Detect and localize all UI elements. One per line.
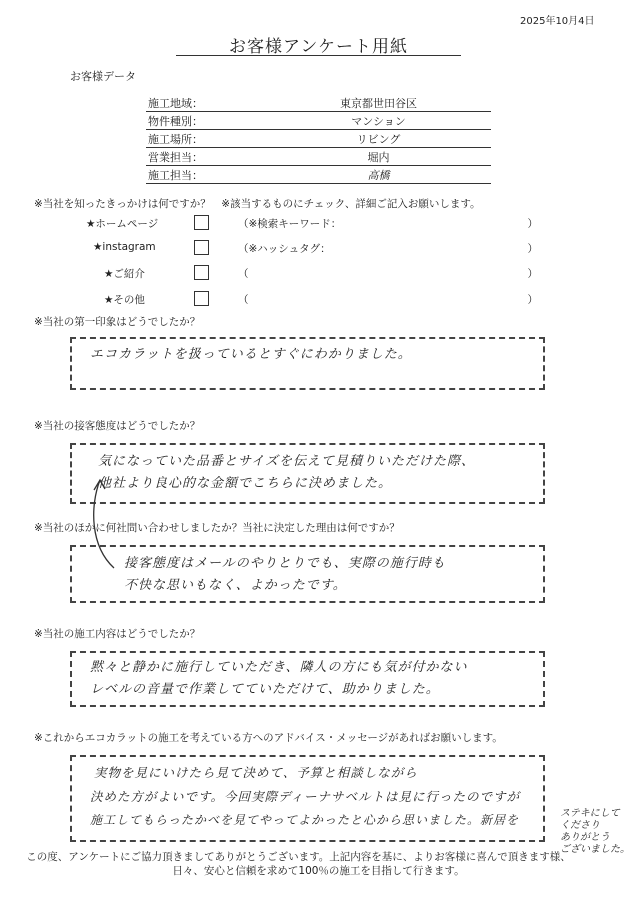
data-value: マンション: [351, 115, 406, 128]
data-value: リビング: [356, 133, 401, 146]
option-label: ★instagram: [93, 241, 156, 253]
data-row-installer: [146, 166, 491, 184]
answer-line: 他社より良心的な金額でこちらに決めました。: [98, 476, 393, 491]
arrow-annotation: [88, 476, 118, 576]
answer-line: 実物を見にいけたら見て決めて、予算と相談しながら: [94, 765, 418, 780]
data-row-sales: [146, 148, 491, 166]
title-underline: [176, 55, 461, 56]
answer-line: エコカラットを扱っているとすぐにわかりました。: [90, 347, 412, 362]
answer-box-advice: [70, 755, 545, 842]
checkbox-other[interactable]: [194, 291, 209, 306]
checkbox-instagram[interactable]: [194, 240, 209, 255]
option-detail: （ ）: [238, 294, 538, 306]
data-row-area: [146, 94, 491, 112]
answer-line: 不快な思いもなく、よかったです。: [124, 578, 347, 593]
option-label: ★ホームページ: [86, 218, 159, 230]
data-value: 東京都世田谷区: [340, 97, 417, 110]
answer-box-work-quality: [70, 651, 545, 707]
data-label: 施工担当：: [148, 169, 203, 182]
question-advice: ※これからエコカラットの施工を考えている方へのアドバイス・メッセージがあればお願いします。: [34, 732, 503, 744]
answer-line: レベルの音量で作業してていただけて、助かりました。: [90, 682, 440, 697]
answer-line: 決めた方がよいです。今回実際ディーナサベルトは見に行ったのですが: [90, 789, 521, 804]
data-row-property: [146, 112, 491, 130]
option-label: ★ご紹介: [104, 268, 145, 280]
data-row-location: [146, 130, 491, 148]
option-detail: （※検索キーワード： ）: [238, 218, 538, 230]
footer-line-1: この度、アンケートにご協力頂きましてありがとうございます。上記内容を基に、よりお客様に喜んで頂きます様、: [26, 851, 571, 863]
answer-box-service: [70, 443, 545, 504]
option-detail: （ ）: [238, 268, 538, 280]
data-label: 施工場所：: [148, 133, 203, 146]
footer-line-2: 日々、安心と信頼を求めて100％の施工を目指して行きます。: [172, 865, 465, 877]
answer-box-first-impression: [70, 337, 545, 390]
checkbox-referral[interactable]: [194, 265, 209, 280]
question-first-impression: ※当社の第一印象はどうでしたか？: [34, 316, 201, 328]
data-label: 物件種別：: [148, 115, 203, 128]
question-service: ※当社の接客態度はどうでしたか？: [34, 420, 201, 432]
answer-line: 施工してもらったかべを見てやってよかったと心から思いました。新居を: [90, 813, 520, 827]
data-label: 施工地域：: [148, 97, 203, 110]
question-work-quality: ※当社の施工内容はどうでしたか？: [34, 628, 201, 640]
answer-line: 黙々と静かに施行していただき、隣人の方にも気が付かない: [90, 660, 468, 675]
customer-data-heading: お客様データ: [70, 70, 136, 83]
checkbox-homepage[interactable]: [194, 215, 209, 230]
option-detail: （※ハッシュタグ： ）: [238, 243, 538, 255]
option-label: ★その他: [104, 294, 145, 306]
answer-line: 接客態度はメールのやりとりでも、実際の施行時も: [124, 556, 446, 571]
side-note: ステキにして くださり ありがとう ございました。: [560, 808, 630, 855]
data-value: 堀内: [367, 151, 390, 164]
answer-line: 気になっていた品番とサイズを伝えて見積りいただけた際、: [98, 454, 475, 469]
data-value-handwritten: 高橋: [367, 169, 390, 182]
question-source: ※当社を知ったきっかけは何ですか？ ※該当するものにチェック、詳細ご記入お願いします。: [34, 198, 481, 210]
data-label: 営業担当：: [148, 151, 203, 164]
answer-box-competitors: [70, 545, 545, 603]
survey-date: 2025年10月4日: [520, 16, 595, 27]
page-title: お客様アンケート用紙: [229, 37, 408, 57]
question-competitors: ※当社のほかに何社問い合わせしましたか？当社に決定した理由は何ですか？: [34, 522, 400, 534]
